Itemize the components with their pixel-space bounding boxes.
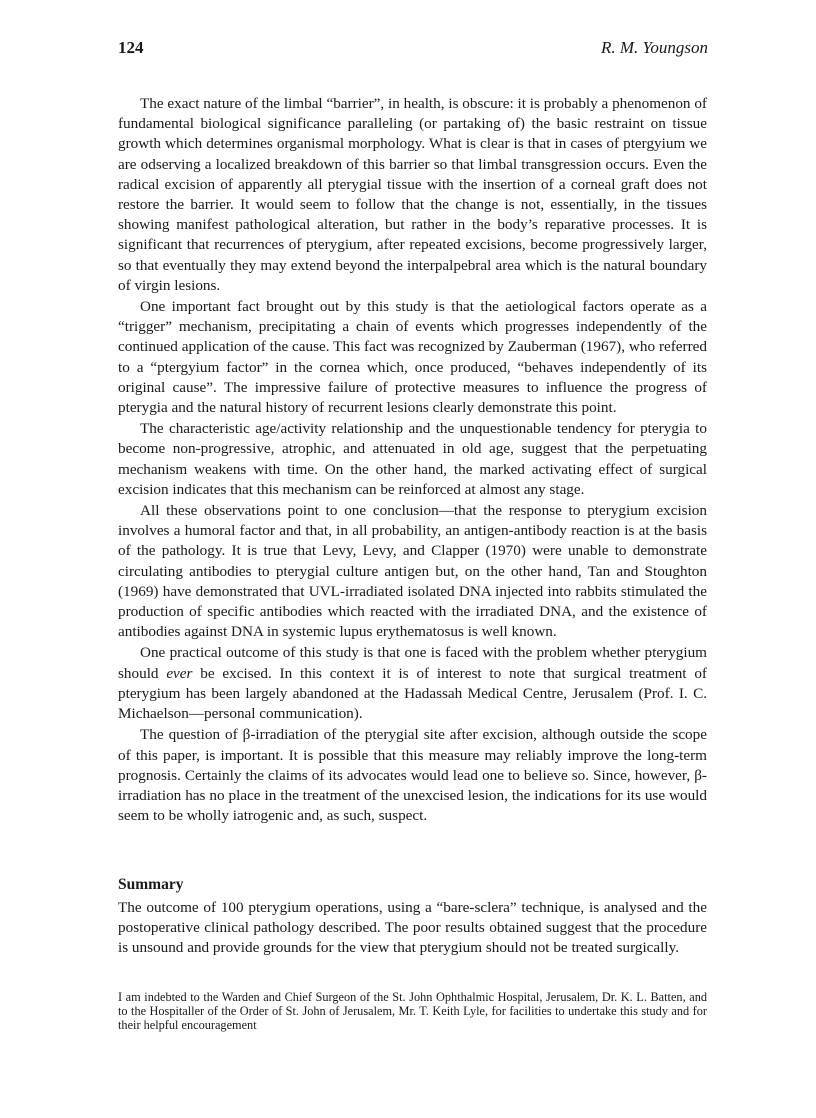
paragraph-age-activity: The characteristic age/activity relationship and the unquestionable tendency for pterygia to become non-progressive, atrophic, and attenuated in old age, suggest that the perpetuating mechanism weakens with time. On the other hand, the marked activating effect of surgical excision indicates that this mechanism can be reinforced at almost any stage. <box>118 420 707 498</box>
acknowledgement-text: I am indebted to the Warden and Chief Surgeon of the St. John Ophthalmic Hospital, Jerusalem, Dr. K. L. Batten, and to the Hospitaller of the Order of St. John of Jerusalem, Mr. T. Keith Lyle, for facilities to undertake this study and for their helpful encouragement <box>118 990 707 1033</box>
paragraph-trigger-mechanism: One important fact brought out by this study is that the aetiological factors operate as a “trigger” mechanism, precipitating a chain of events which progresses independently of the continued application of the cause. This fact was recognized by Zauberman (1967), who referred to a “ptergyium factor” in the cornea which, once produced, “behaves independently of its original cause”. The impressive failure of protective measures to influence the progress of pterygia and the natural history of recurrent lesions clearly demonstrate this point. <box>118 298 707 417</box>
paragraph-humoral-factor: All these observations point to one conclusion—that the response to pterygium excision involves a humoral factor and that, in all probability, an antigen-antibody reaction is at the basis of the pathology. It is true that Levy, Levy, and Clapper (1970) were unable to demonstrate circulating antibodies to pterygial culture antigen but, on the other hand, Tan and Stoughton (1969) have demonstrated that UVL-irradiated isolated DNA injected into rabbits stimulated the production of specific antibodies which reacted with the irradiated DNA, and the existence of antibodies against DNA in systemic lupus erythematosus is well known. <box>118 502 707 641</box>
emphasis-ever: ever <box>166 664 193 682</box>
running-author: R. M. Youngson <box>600 38 708 57</box>
text-segment: One practical outcome of this study is that one is faced with the problem whether pterygium should <box>118 644 707 682</box>
paragraph-limbal-barrier: The exact nature of the limbal “barrier”, in health, is obscure: it is probably a phenomenon of fundamental biological significance paralleling (or partaking of) the basic restraint on tissue growth which determines organismal morphology. What is clear is that in cases of ptergyium we are odserving a localized breakdown of this barrier so that limbal transgression occurs. Even the radical excision of apparently all pterygial tissue with the insertion of a corneal graft does not restore the barrier. It would seem to follow that the change is not, essentially, in the tissues showing manifest pathological alteration, but rather in the body’s reparative processes. It is significant that recurrences of pterygium, after repeated excisions, become progressively larger, so that eventually they may extend beyond the interpalpebral area which is the natural boundary of virgin lesions. <box>118 95 707 294</box>
running-header <box>118 38 708 62</box>
paragraph-beta-irradiation: The question of β-irradiation of the pterygial site after excision, although outside the scope of this paper, is important. It is possible that this measure may reliably improve the long-term prognosis. Certainly the claims of its advocates would lead one to believe so. Since, however, β-irradiation has no place in the treatment of the unexcised lesion, the indications for its use would seem to be wholly iatrogenic and, as such, suspect. <box>118 726 707 825</box>
page-number: 124 <box>118 38 144 57</box>
summary-paragraph: The outcome of 100 pterygium operations, using a “bare-sclera” technique, is analysed and the postoperative clinical pathology described. The poor results obtained suggest that the procedure is unsound and provide grounds for the view that pterygium should not be treated surgically. <box>118 899 707 957</box>
discussion-body <box>118 94 707 826</box>
paragraph-practical-outcome <box>118 643 707 724</box>
summary-section <box>118 898 707 959</box>
summary-heading: Summary <box>118 876 184 893</box>
acknowledgement-note <box>118 990 707 1033</box>
text-segment: be excised. In this context it is of interest to note that surgical treatment of pterygium has been largely abandoned at the Hadassah Medical Centre, Jerusalem (Prof. I. C. Michaelson—personal communication). <box>118 664 707 723</box>
